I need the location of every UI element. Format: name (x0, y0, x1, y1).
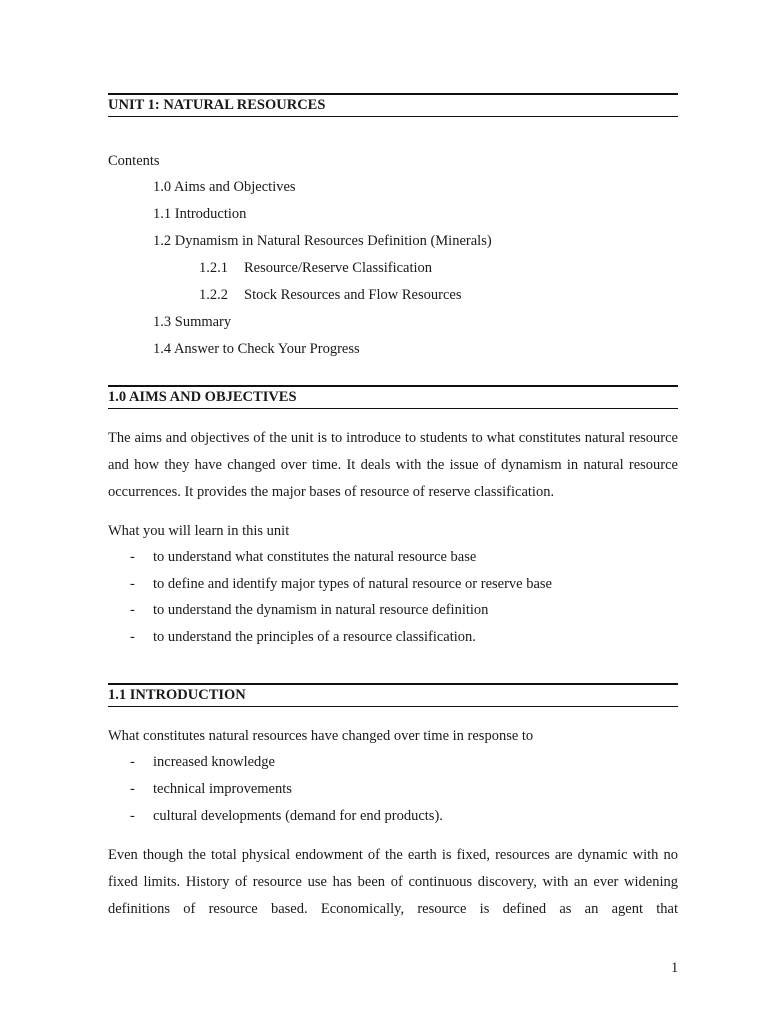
intro-paragraph: Even though the total physical endowment of the earth is fixed, resources are dynamic with no fixed limits. History of resource use has been of continuous discovery, with an ever widening definitions of resource based. Economically, resource is defined as an agent that (108, 847, 678, 917)
objective-item: to understand the principles of a resource classification. (153, 629, 476, 645)
intro-item: increased knowledge (153, 754, 275, 770)
contents-subitem: Stock Resources and Flow Resources (244, 287, 462, 303)
contents-item: 1.3 Summary (153, 314, 232, 330)
objective-item: to understand what constitutes the natural resource base (153, 549, 477, 565)
contents-item: 1.0 Aims and Objectives (153, 179, 296, 195)
bullet-marker: - (130, 808, 135, 824)
bullet-marker: - (130, 602, 135, 618)
learn-intro: What you will learn in this unit (108, 523, 290, 539)
bullet-marker: - (130, 754, 135, 770)
bullet-marker: - (130, 781, 135, 797)
section-heading-aims: 1.0 AIMS AND OBJECTIVES (108, 385, 678, 409)
section-heading-introduction: 1.1 INTRODUCTION (108, 683, 678, 707)
objective-item: to define and identify major types of natural resource or reserve base (153, 576, 552, 592)
intro-item: cultural developments (demand for end products). (153, 808, 443, 824)
contents-subitem-number: 1.2.1 (199, 260, 228, 276)
intro-item: technical improvements (153, 781, 292, 797)
intro-lead: What constitutes natural resources have changed over time in response to (108, 728, 534, 744)
contents-item: 1.4 Answer to Check Your Progress (153, 341, 360, 357)
contents-subitem: Resource/Reserve Classification (244, 260, 433, 276)
contents-subitem-number: 1.2.2 (199, 287, 228, 303)
objective-item: to understand the dynamism in natural resource definition (153, 602, 489, 618)
page-number: 1 (671, 960, 679, 976)
contents-item: 1.1 Introduction (153, 206, 247, 222)
contents-label: Contents (108, 153, 160, 169)
bullet-marker: - (130, 629, 135, 645)
aims-paragraph: The aims and objectives of the unit is to introduce to students to what constitutes natural resource and how they have changed over time. It deals with the issue of dynamism in natural resource occurrences. It provides the major bases of resource of reserve classification. (108, 430, 678, 500)
bullet-marker: - (130, 549, 135, 565)
contents-item: 1.2 Dynamism in Natural Resources Definition (Minerals) (153, 233, 492, 249)
bullet-marker: - (130, 576, 135, 592)
unit-heading: UNIT 1: NATURAL RESOURCES (108, 93, 678, 117)
